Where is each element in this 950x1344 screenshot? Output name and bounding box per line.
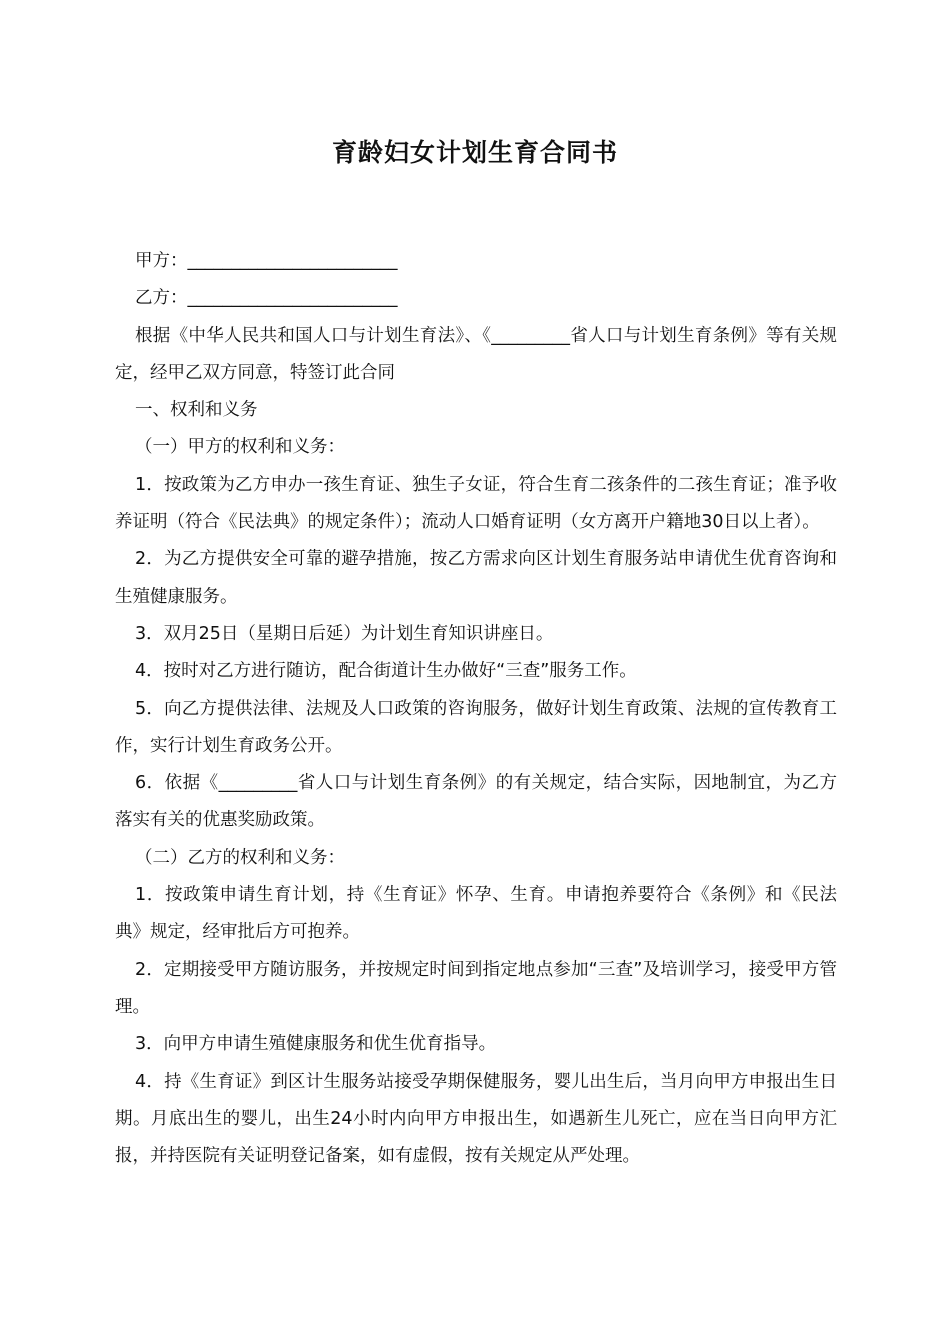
preamble-paragraph: 根据《中华人民共和国人口与计划生育法》、《_________省人口与计划生育条例》等有关规定，经甲乙双方同意，特签订此合同 (115, 325, 837, 383)
party-a-line (115, 243, 837, 280)
party-a-label: 甲方： (135, 251, 188, 271)
party-a-item: 1．按政策为乙方申办一孩生育证、独生子女证，符合生育二孩条件的二孩生育证；准予收养证明（符合《民法典》的规定条件）；流动人口婚育证明（女方离开户籍地30日以上者）。 (115, 474, 837, 533)
document-body (115, 243, 837, 1175)
party-b-item: 2．定期接受甲方随访服务，并按规定时间到指定地点参加“三查”及培训学习，接受甲方管理。 (115, 959, 837, 1017)
party-a-item: 4．按时对乙方进行随访，配合街道计生办做好“三查”服务工作。 (135, 661, 637, 682)
document-title: 育龄妇女计划生育合同书 (331, 138, 618, 167)
party-b-label: 乙方： (135, 288, 188, 309)
party-a-item: 3．双月25日（星期日后延）为计划生育知识讲座日。 (135, 623, 554, 644)
subsection-heading-party-b: （二）乙方的权利和义务： (135, 847, 345, 868)
party-a-item: 2．为乙方提供安全可靠的避孕措施，按乙方需求向区计划生育服务站申请优生优育咨询和生殖健康服务。 (115, 549, 837, 607)
party-a-item: 5．向乙方提供法律、法规及人口政策的咨询服务，做好计划生育政策、法规的宣传教育工作，实行计划生育政务公开。 (115, 698, 837, 756)
subsection-heading-party-a: （一）甲方的权利和义务： (135, 437, 345, 458)
section-heading: 一、权利和义务 (135, 400, 258, 421)
party-a-blank: ________________________ (187, 251, 398, 271)
party-b-item: 3．向甲方申请生殖健康服务和优生优育指导。 (135, 1034, 497, 1055)
party-a-item: 6．依据《_________省人口与计划生育条例》的有关规定，结合实际，因地制宜，为乙方落实有关的优惠奖励政策。 (115, 773, 837, 831)
party-b-blank: ________________________ (187, 288, 398, 309)
party-b-item: 1．按政策申请生育计划，持《生育证》怀孕、生育。申请抱养要符合《条例》和《民法典》规定，经审批后方可抱养。 (115, 885, 837, 943)
party-b-line (115, 280, 837, 317)
party-b-item: 4．持《生育证》到区计生服务站接受孕期保健服务，婴儿出生后，当月向甲方申报出生日期。月底出生的婴儿，出生24小时内向甲方申报出生，如遇新生儿死亡，应在当日向甲方汇报，并持医院有关证明登记备案，如有虚假，按有关规定从严处理。 (115, 1071, 837, 1167)
